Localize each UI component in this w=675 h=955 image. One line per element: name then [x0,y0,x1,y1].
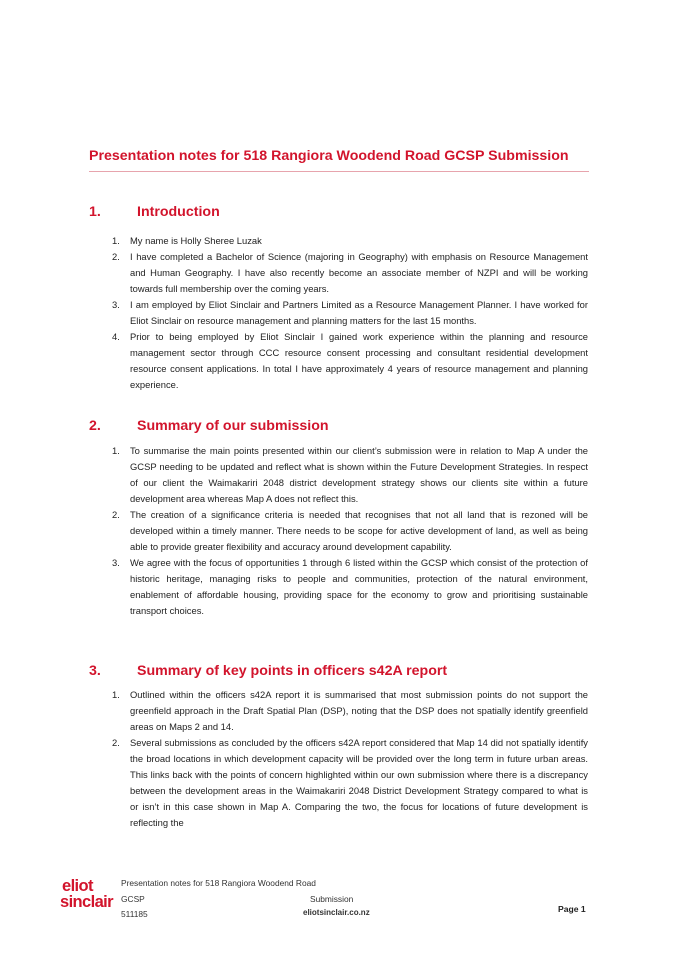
item-text: The creation of a significance criteria is needed that recognises that not all land that is rezoned will be developed within a timely manner. There needs to be scope for active development of land, as well as being able to provide greater flexibility and accuracy around development capability. [130,509,588,552]
company-logo [60,878,112,910]
list-item [112,249,588,297]
list-item [112,555,588,619]
logo-line-2: sinclair [60,893,113,911]
item-text: We agree with the focus of opportunities 1 through 6 listed within the GCSP which consist of the protection of historic heritage, managing risks to people and communities, protection of the natural environment, enablement of affordable housing, providing space for the economy to grow and prioritising sustainable transport choices. [130,557,588,616]
section-heading-introduction [89,204,220,220]
footer-website: eliotsinclair.co.nz [303,908,370,917]
item-text: I am employed by Eliot Sinclair and Partners Limited as a Resource Management Planner. I have worked for Eliot Sinclair on resource management and planning matters for the last 15 months. [130,299,588,326]
section-heading-officers-report [89,663,447,679]
list-item [112,735,588,831]
item-text: My name is Holly Sheree Luzak [130,235,262,246]
section-heading-summary-of-submission [89,418,329,434]
list-item [112,297,588,329]
submission-summary-list [112,443,588,619]
logo-line-1: eliot [62,877,93,895]
list-item [112,329,588,393]
item-number: 2. [112,251,120,262]
item-number: 1. [112,689,120,700]
list-item [112,233,588,249]
list-item [112,687,588,735]
footer-document-title: Presentation notes for 518 Rangiora Woodend Road [121,878,316,888]
list-item [112,507,588,555]
page-number: Page 1 [558,904,586,914]
introduction-list [112,233,588,393]
item-text: Prior to being employed by Eliot Sinclair I gained work experience within the planning and resource management sector through CCC resource consent processing and consultant residential development resource consent applications. In total I have approximately 4 years of resource management and planning experience. [130,331,588,390]
item-text: I have completed a Bachelor of Science (majoring in Geography) with emphasis on Resource Management and Human Geography. I have also recently become an associate member of NZPI and will be working towards full membership over the coming years. [130,251,588,294]
item-text: Outlined within the officers s42A report it is summarised that most submission points do not support the greenfield approach in the Draft Spatial Plan (DSP), noting that the DSP does not spatially identify greenfield areas on Maps 2 and 14. [130,689,588,732]
footer-document-reference: 511185 [121,909,148,919]
section-title: Introduction [137,204,220,220]
item-number: 3. [112,557,120,568]
section-number: 3. [89,663,101,679]
item-text: To summarise the main points presented within our client’s submission were in relation to Map A under the GCSP needing to be updated and reflect what is shown within the Future Development Strategies. In respect of our client the Waimakariri 2048 district development strategy shows our clients site within a future development area whereas Map A does not reflect this. [130,445,588,504]
item-number: 1. [112,445,120,456]
footer-document-title-part: Submission [310,894,354,904]
section-title: Summary of key points in officers s42A report [137,663,448,679]
section-number: 2. [89,418,101,434]
list-item [112,443,588,507]
item-number: 2. [112,737,120,748]
title-divider [89,171,589,172]
item-number: 2. [112,509,120,520]
item-number: 3. [112,299,120,310]
section-title: Summary of our submission [137,418,329,434]
officers-report-list [112,687,588,831]
page-title: Presentation notes for 518 Rangiora Woodend Road GCSP Submission [89,148,569,164]
section-number: 1. [89,204,101,220]
item-number: 1. [112,235,120,246]
item-number: 4. [112,331,120,342]
footer-document-title-part: GCSP [121,894,145,904]
item-text: Several submissions as concluded by the officers s42A report considered that Map 14 did not spatially identify the broad locations in which development capacity will be provided over the long term in future urban areas. This links back with the points of concern highlighted within our own submission where there is a discrepancy between the development areas in the Waimakariri 2048 District Development Strategy compared to what is or isn’t in this case shown in Map A. Comparing the two, the focus for locations of future development is reflecting the [130,737,588,828]
